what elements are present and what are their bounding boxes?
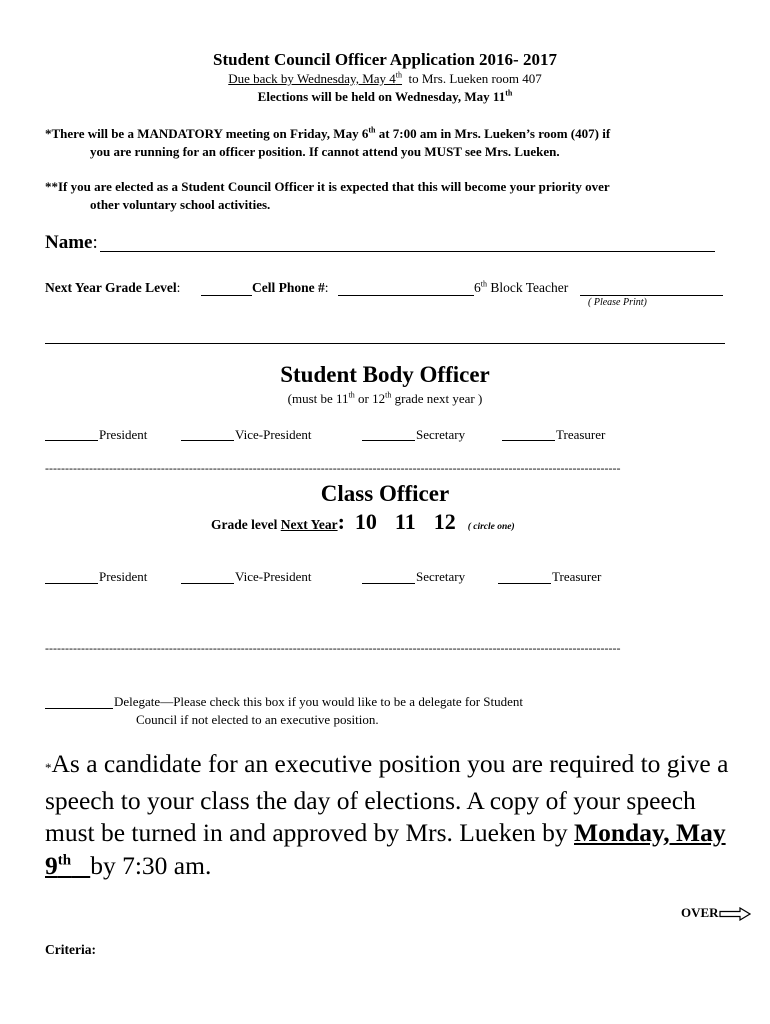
grade-level-blank[interactable]: [201, 295, 252, 296]
speech-text-a: As a candidate for an executive position you are required to give a speech to your class the day of elections. A copy of your speech must be turned in and approved by Mrs. Lueken by: [45, 749, 729, 847]
phone-colon: :: [324, 280, 329, 295]
speech-requirement-paragraph: [45, 748, 735, 882]
sb-treasurer-label: Treasurer: [556, 427, 606, 442]
due-sup: th: [395, 70, 403, 80]
name-label: [45, 232, 98, 254]
dashed-divider-2: ------------------------------------------------------------------------------------------------------------------------------------------------: [45, 641, 621, 655]
grade-level-text: Grade level: [211, 517, 281, 532]
sb-sub-sup1: th: [348, 390, 355, 400]
sb-president-label: President: [99, 427, 148, 442]
sb-secretary-label: Secretary: [416, 427, 466, 442]
grade-level-label: [45, 280, 180, 296]
elections-date-line: [0, 89, 770, 105]
grade-level-selection: [211, 509, 515, 539]
sb-vice-president-blank[interactable]: [181, 440, 234, 441]
criteria-label: Criteria:: [45, 942, 96, 957]
title-text: Student Council Officer Application 2016- 2017: [213, 50, 557, 69]
mandatory-sup: th: [368, 125, 376, 135]
delegate-label: Delegate—Please check this box if you would like to be a delegate for Student: [114, 694, 524, 709]
name-label-text: Name: [45, 232, 93, 253]
sb-sub-b: or 12: [354, 391, 386, 406]
speech-text-b: by 7:30 am.: [90, 850, 212, 880]
grade-option-12[interactable]: 12: [433, 509, 456, 534]
co-treasurer-blank[interactable]: [498, 583, 551, 584]
mandatory-meeting-note: [45, 125, 725, 161]
over-indicator: [681, 905, 751, 921]
sb-treasurer-blank[interactable]: [502, 440, 555, 441]
cell-phone-blank[interactable]: [338, 295, 474, 296]
elected-text-line2: other voluntary school activities.: [90, 197, 271, 212]
phone-label-text: Cell Phone #: [252, 280, 325, 295]
teacher-prefix: 6: [474, 280, 481, 295]
grade-label-text: Next Year Grade Level: [45, 280, 177, 295]
co-treasurer-label: Treasurer: [552, 569, 602, 584]
next-year-text: Next Year: [280, 517, 338, 532]
elections-sup: th: [505, 88, 513, 98]
page-title: [0, 50, 770, 70]
delegate-label-line2: Council if not elected to an executive position.: [136, 712, 379, 727]
right-arrow-icon: [719, 907, 751, 921]
circle-one-note: ( circle one): [467, 522, 515, 532]
name-colon: :: [92, 232, 98, 253]
due-to-text: to Mrs. Lueken room 407: [402, 71, 542, 86]
sb-secretary-blank[interactable]: [362, 440, 415, 441]
mandatory-text-a: *There will be a MANDATORY meeting on Friday, May 6: [45, 126, 369, 141]
dashed-divider-1: ------------------------------------------------------------------------------------------------------------------------------------------------: [45, 461, 621, 475]
deadline-text: Monday, May 9: [45, 818, 726, 880]
deadline-sup: th: [57, 852, 72, 868]
grade-colon: :: [176, 280, 181, 295]
delegate-checkbox-blank[interactable]: [45, 708, 113, 709]
co-secretary-label: Secretary: [416, 569, 466, 584]
block-teacher-blank[interactable]: [580, 295, 723, 296]
co-president-label: President: [99, 569, 148, 584]
due-text: Due back by Wednesday, May 4: [228, 71, 396, 86]
co-secretary-blank[interactable]: [362, 583, 415, 584]
sb-president-blank[interactable]: [45, 440, 98, 441]
please-print-note: ( Please Print): [588, 297, 647, 308]
grade-colon-big: :: [337, 509, 345, 534]
mandatory-text-b: at 7:00 am in Mrs. Lueken’s room (407) if: [375, 126, 611, 141]
name-blank[interactable]: [100, 251, 715, 252]
teacher-label-text: Block Teacher: [486, 280, 569, 295]
grade-option-11[interactable]: 11: [394, 509, 416, 534]
grade-option-10[interactable]: 10: [354, 509, 377, 534]
elected-text-line1: **If you are elected as a Student Council Officer it is expected that this will become your priority over: [45, 179, 610, 194]
class-officer-heading: Class Officer: [320, 481, 450, 506]
sb-sub-c: grade next year ): [391, 391, 483, 406]
co-vice-president-label: Vice-President: [235, 569, 312, 584]
teacher-sup: th: [480, 279, 487, 289]
block-teacher-label: [474, 280, 568, 296]
elections-text: Elections will be held on Wednesday, May 11: [257, 89, 506, 104]
sb-sub-a: (must be 11: [287, 391, 349, 406]
mandatory-text-line2: you are running for an officer position. If cannot attend you MUST see Mrs. Lueken.: [90, 144, 560, 159]
elected-priority-note: [45, 178, 725, 214]
due-date-text: [228, 71, 402, 86]
speech-star: *: [45, 760, 52, 775]
co-vice-president-blank[interactable]: [181, 583, 234, 584]
sb-vice-president-label: Vice-President: [235, 427, 312, 442]
sb-sub-sup2: th: [385, 390, 392, 400]
co-president-blank[interactable]: [45, 583, 98, 584]
over-text: OVER: [681, 905, 719, 920]
due-date-line: [0, 71, 770, 87]
student-body-heading: Student Body Officer: [280, 362, 490, 387]
student-body-requirement: [0, 391, 770, 407]
cell-phone-label: [252, 280, 329, 296]
section-divider: [45, 343, 725, 344]
